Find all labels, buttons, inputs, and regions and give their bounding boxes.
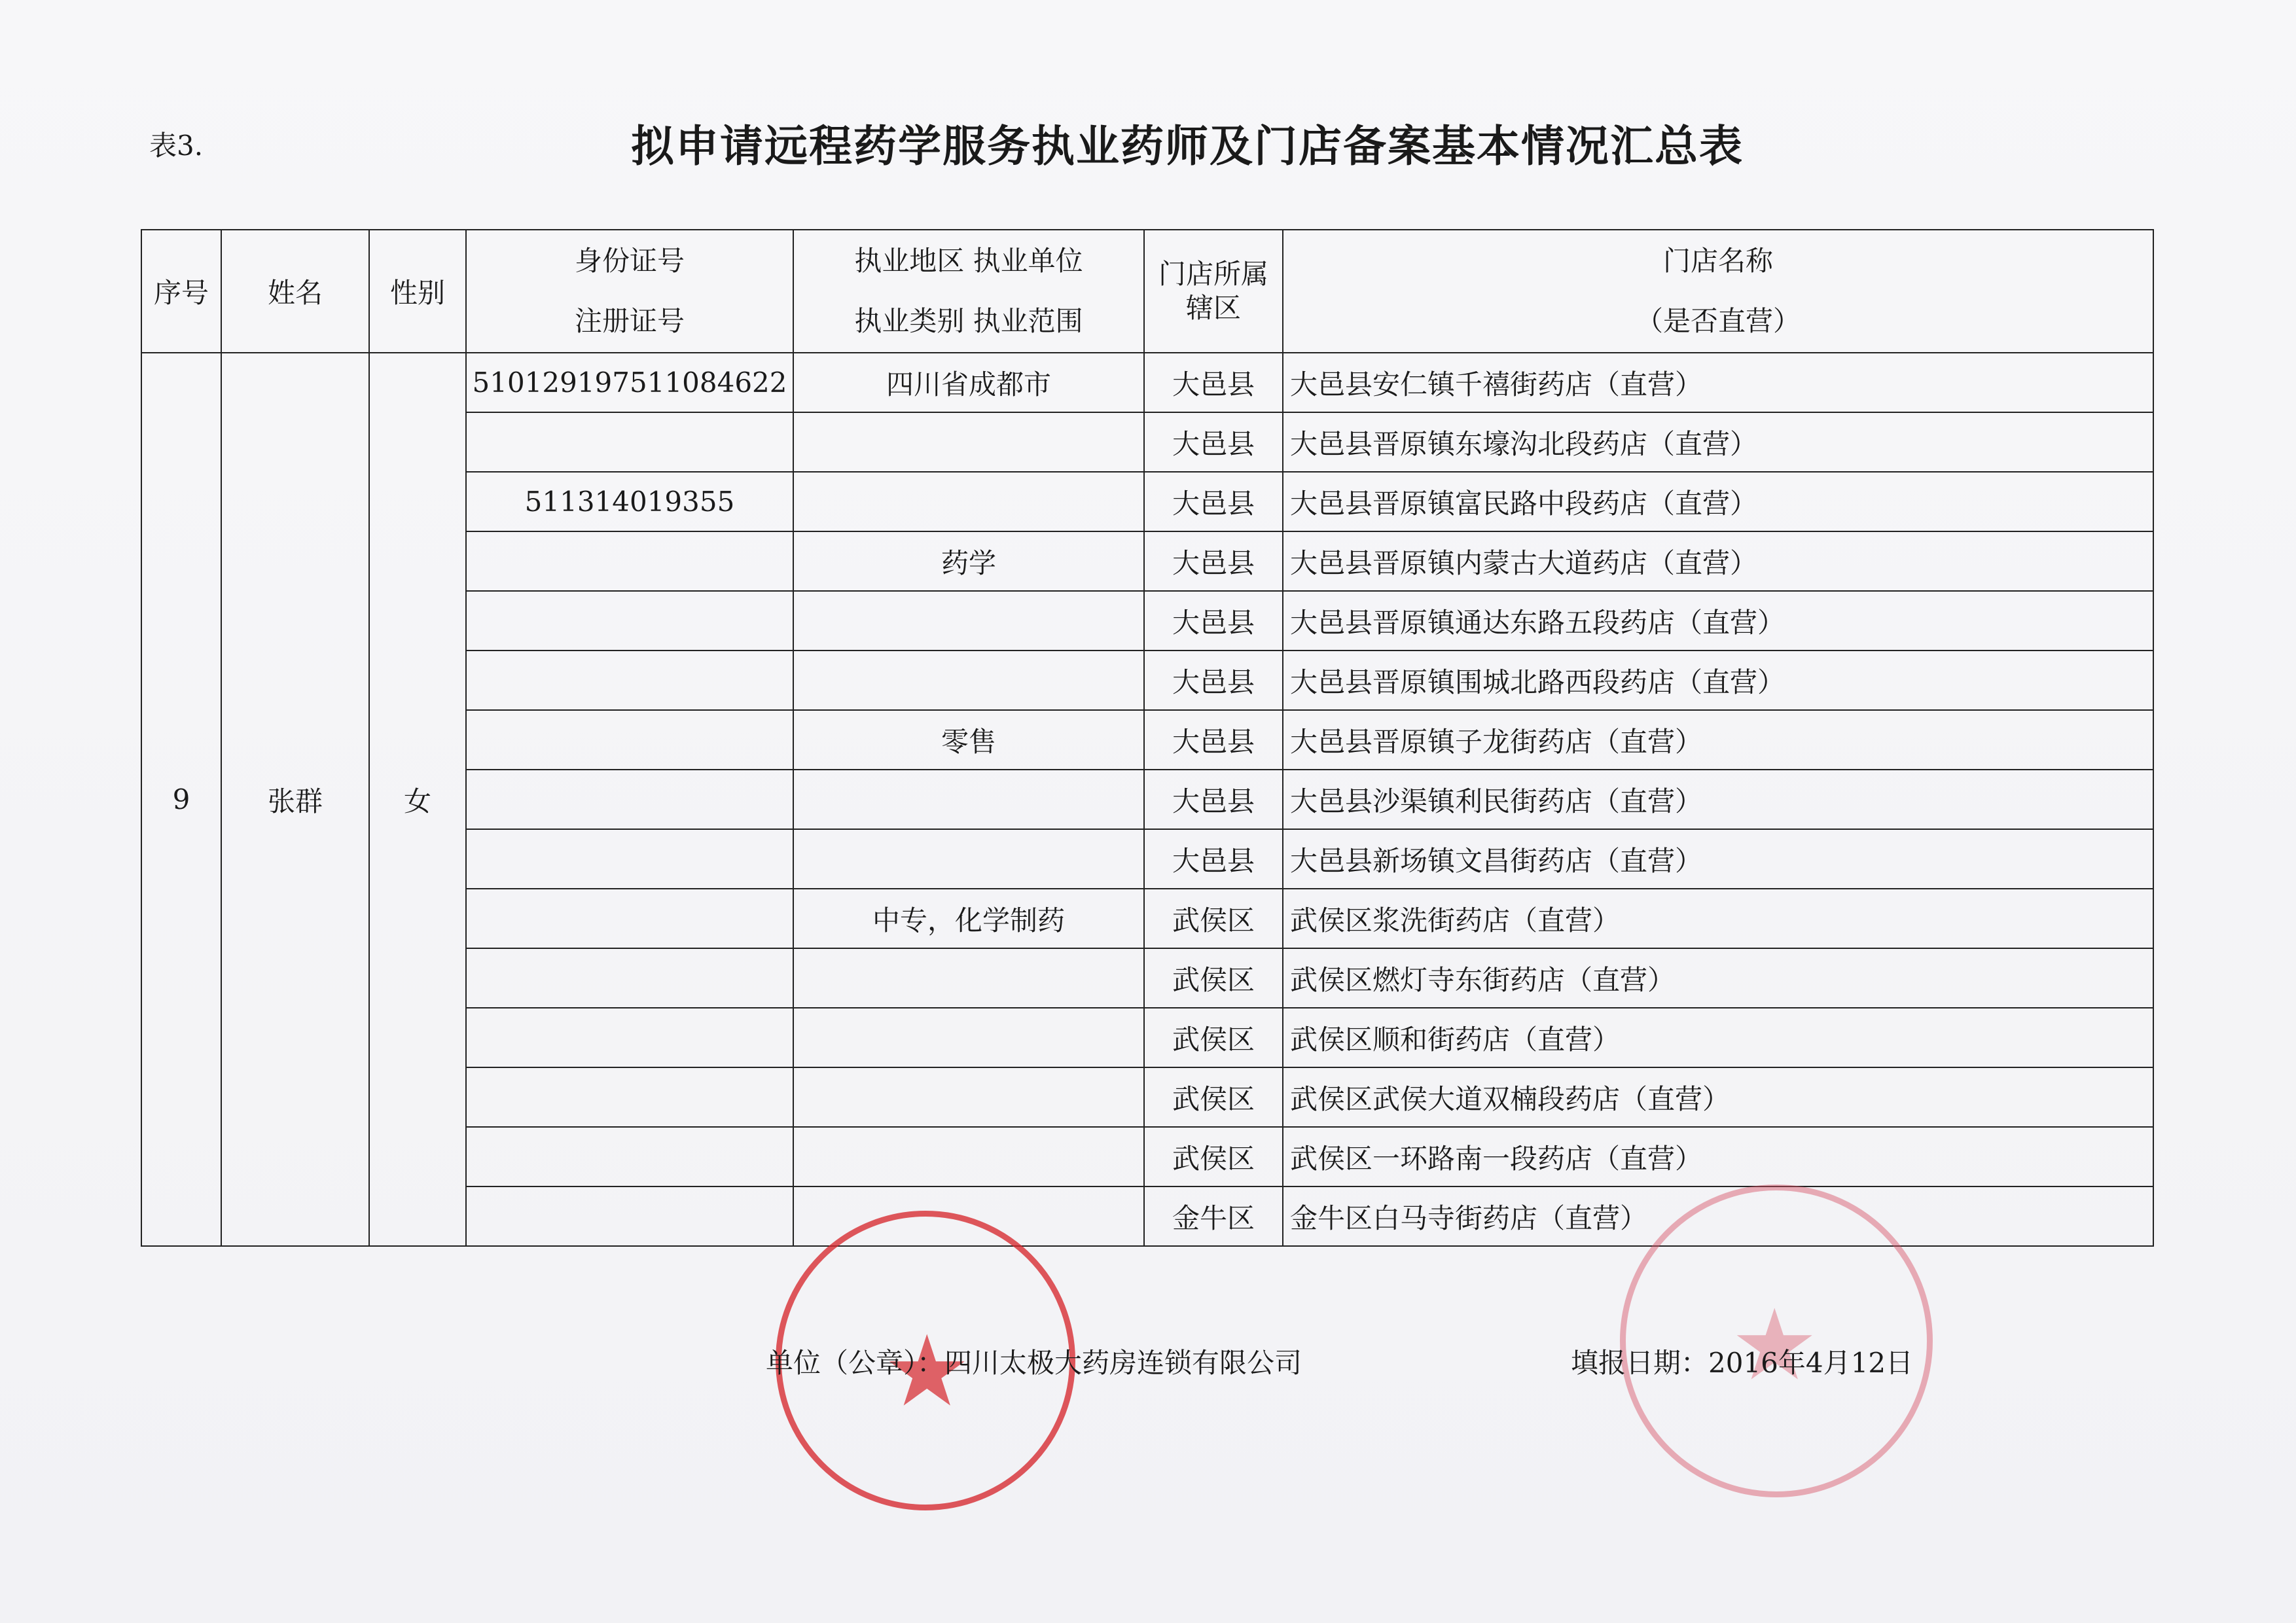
store-name-cell: 金牛区白马寺街药店（直营） — [1283, 1186, 2153, 1246]
district-cell: 大邑县 — [1144, 770, 1283, 829]
practice-cell — [793, 829, 1144, 889]
district-cell: 大邑县 — [1144, 353, 1283, 412]
practice-cell — [793, 1008, 1144, 1067]
practice-cell: 药学 — [793, 531, 1144, 591]
store-name-cell: 武侯区一环路南一段药店（直营） — [1283, 1127, 2153, 1186]
store-name-cell: 武侯区燃灯寺东街药店（直营） — [1283, 948, 2153, 1008]
district-cell: 大邑县 — [1144, 531, 1283, 591]
store-name-cell: 大邑县晋原镇内蒙古大道药店（直营） — [1283, 531, 2153, 591]
record-seq: 9 — [141, 353, 221, 1246]
record-name: 张群 — [221, 353, 369, 1246]
header-district-line1: 门店所属 — [1158, 258, 1268, 290]
district-cell: 大邑县 — [1144, 651, 1283, 710]
district-cell: 武侯区 — [1144, 948, 1283, 1008]
header-store — [1283, 230, 2153, 353]
header-seq: 序号 — [141, 230, 221, 353]
practice-cell — [793, 1067, 1144, 1127]
district-cell: 武侯区 — [1144, 1067, 1283, 1127]
id-cell: 510129197511084622 — [466, 353, 793, 412]
practice-cell: 零售 — [793, 710, 1144, 770]
store-name-cell: 武侯区浆洗街药店（直营） — [1283, 889, 2153, 948]
header-store-line1: 门店名称 — [1662, 245, 1773, 277]
practice-cell: 中专，化学制药 — [793, 889, 1144, 948]
store-name-cell: 大邑县晋原镇子龙街药店（直营） — [1283, 710, 2153, 770]
footer-unit: 单位（公章）：四川太极大药房连锁有限公司 — [766, 1347, 1302, 1379]
id-cell — [466, 889, 793, 948]
store-name-cell: 大邑县新场镇文昌街药店（直营） — [1283, 829, 2153, 889]
record-gender: 女 — [369, 353, 466, 1246]
store-name-cell: 大邑县沙渠镇利民街药店（直营） — [1283, 770, 2153, 829]
district-cell: 大邑县 — [1144, 472, 1283, 531]
store-name-cell: 大邑县安仁镇千禧街药店（直营） — [1283, 353, 2153, 412]
practice-cell — [793, 948, 1144, 1008]
id-cell — [466, 651, 793, 710]
summary-table — [141, 229, 2154, 1247]
id-cell — [466, 710, 793, 770]
header-practice-line2: 执业类别 执业范围 — [854, 305, 1083, 337]
seal-star-icon: ★ — [1731, 1289, 1819, 1402]
practice-cell — [793, 472, 1144, 531]
practice-cell — [793, 591, 1144, 651]
district-cell: 大邑县 — [1144, 829, 1283, 889]
store-name-cell: 武侯区顺和街药店（直营） — [1283, 1008, 2153, 1067]
id-cell — [466, 770, 793, 829]
header-district-line2: 辖区 — [1185, 292, 1241, 324]
district-cell: 武侯区 — [1144, 1008, 1283, 1067]
id-cell — [466, 1008, 793, 1067]
district-cell: 金牛区 — [1144, 1186, 1283, 1246]
header-practice-line1: 执业地区 执业单位 — [854, 245, 1083, 277]
id-cell — [466, 412, 793, 472]
id-cell — [466, 1186, 793, 1246]
store-name-cell: 大邑县晋原镇东壕沟北段药店（直营） — [1283, 412, 2153, 472]
seal-star-icon: ★ — [883, 1315, 971, 1429]
table-body — [141, 353, 2153, 1246]
practice-cell — [793, 770, 1144, 829]
id-cell — [466, 531, 793, 591]
id-cell: 511314019355 — [466, 472, 793, 531]
header-row — [141, 230, 2153, 353]
header-id-line1: 身份证号 — [574, 245, 685, 277]
district-cell: 大邑县 — [1144, 591, 1283, 651]
table-row — [141, 353, 2153, 412]
header-gender: 性别 — [369, 230, 466, 353]
practice-cell — [793, 1186, 1144, 1246]
store-name-cell: 武侯区武侯大道双楠段药店（直营） — [1283, 1067, 2153, 1127]
id-cell — [466, 591, 793, 651]
page-title: 拟申请远程药学服务执业药师及门店备案基本情况汇总表 — [631, 120, 1744, 171]
store-name-cell: 大邑县晋原镇围城北路西段药店（直营） — [1283, 651, 2153, 710]
header-id — [466, 230, 793, 353]
practice-cell — [793, 651, 1144, 710]
store-name-cell: 大邑县晋原镇富民路中段药店（直营） — [1283, 472, 2153, 531]
practice-cell — [793, 1127, 1144, 1186]
id-cell — [466, 1127, 793, 1186]
id-cell — [466, 829, 793, 889]
header-name: 姓名 — [221, 230, 369, 353]
id-cell — [466, 948, 793, 1008]
header-store-line2: （是否直营） — [1635, 305, 1801, 337]
store-name-cell: 大邑县晋原镇通达东路五段药店（直营） — [1283, 591, 2153, 651]
header-district — [1144, 230, 1283, 353]
district-cell: 武侯区 — [1144, 1127, 1283, 1186]
id-cell — [466, 1067, 793, 1127]
header-id-line2: 注册证号 — [574, 305, 685, 337]
footer-date: 填报日期：2016年4月12日 — [1571, 1347, 1914, 1379]
form-label: 表3. — [149, 130, 204, 162]
header-practice — [793, 230, 1144, 353]
practice-cell: 四川省成都市 — [793, 353, 1144, 412]
district-cell: 武侯区 — [1144, 889, 1283, 948]
district-cell: 大邑县 — [1144, 412, 1283, 472]
practice-cell — [793, 412, 1144, 472]
district-cell: 大邑县 — [1144, 710, 1283, 770]
